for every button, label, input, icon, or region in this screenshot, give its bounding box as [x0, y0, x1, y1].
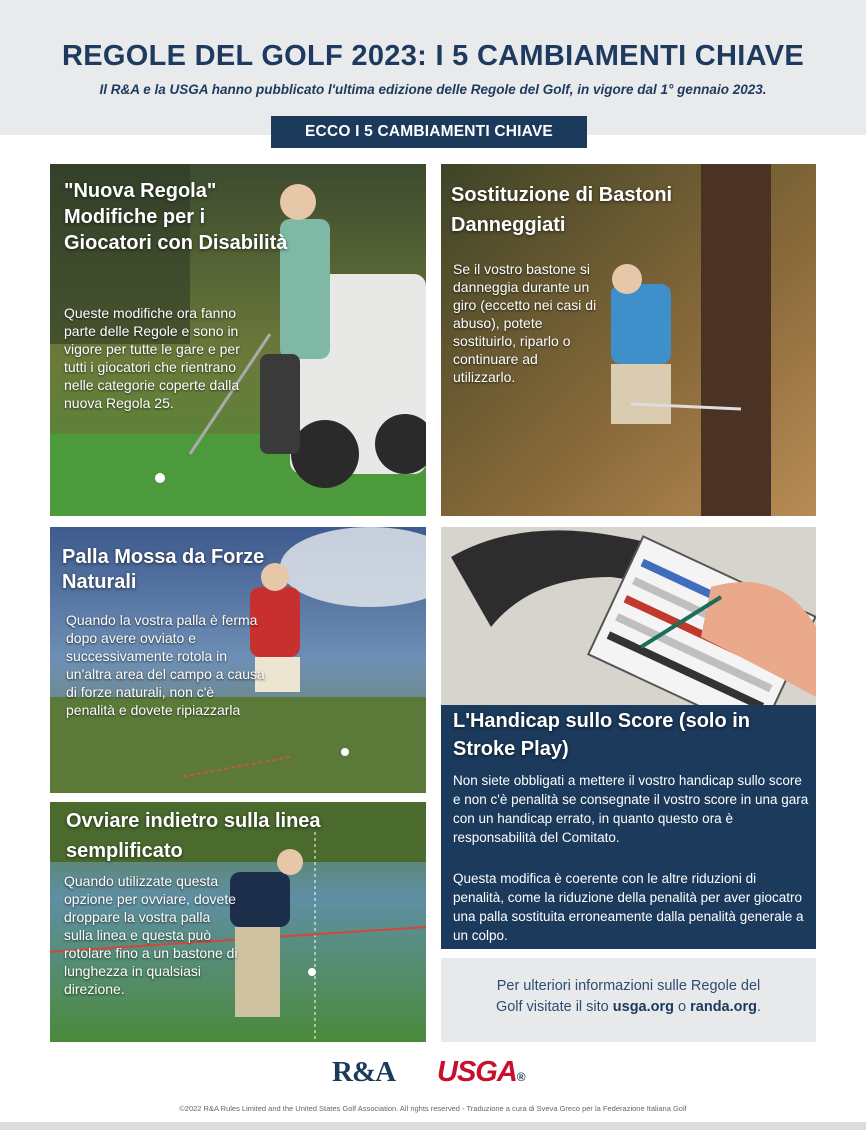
panel-handicap [441, 527, 816, 949]
panel-ball-moved-title: Palla Mossa da Forze Naturali [62, 546, 265, 593]
usga-logo-text: USGA [437, 1056, 517, 1088]
bottom-divider [0, 1122, 866, 1130]
panel-handicap-body-2: Questa modifica è coerente con le altre riduzioni di penalità, come la riduzione della penalità per aver giocatro una palla sostituita erroneamente dalla penalità generale a un colpo. [453, 871, 804, 943]
panel-ball-moved-body: Quando la vostra palla è ferma dopo avere ovviato e successivamente rotola in un'altra area del campo a causa di forze naturali, non c'è penalità e dovete ripiazzarla [66, 612, 265, 718]
page-title: REGOLE DEL GOLF 2023: I 5 CAMBIAMENTI CHIAVE [61, 40, 805, 72]
footer-copyright: ©2022 R&A Rules Limited and the United States Golf Association. All rights reserved - Traduzione a cura di Sveva Greco per la Federazione Italiana Golf [179, 1104, 687, 1113]
more-info-box [441, 958, 816, 1042]
section-label: ECCO I 5 CAMBIAMENTI CHIAVE [271, 116, 587, 148]
ra-logo: R&A [332, 1056, 396, 1088]
panel-damaged-clubs-title: Sostituzione di Bastoni Danneggiati [451, 184, 673, 236]
panel-ball-moved [50, 527, 426, 793]
more-info-text [441, 976, 816, 1018]
panel-damaged-clubs [441, 164, 816, 516]
usga-link[interactable]: usga.org [612, 999, 675, 1015]
more-info-line2-prefix: Golf visitate il sito [495, 999, 613, 1015]
panel-handicap-body-1: Non siete obbligati a mettere il vostro handicap sullo score e non c'è penalità se consegnate il vostro score in una gara con un handicap errato, in quanto questo ora è responsabilità del Comitato. [453, 773, 809, 845]
panel-disability [50, 164, 426, 516]
panel-back-on-line [50, 802, 426, 1042]
randa-link[interactable]: randa.org [690, 999, 758, 1015]
usga-logo [437, 1056, 525, 1089]
panel-handicap-title: L'Handicap sullo Score (solo in Stroke Play) [453, 710, 751, 760]
panel-back-on-line-body: Quando utilizzate questa opzione per ovviare, dovete droppare la vostra palla sulla linea e questa può rotolare fino a un bastone di lunghezza in qualsiasi direzione. [64, 873, 238, 997]
page-subtitle: Il R&A e la USGA hanno pubblicato l'ultima edizione delle Regole del Golf, in vigore dal 1° gennaio 2023. [99, 82, 767, 97]
panel-damaged-clubs-body: Se il vostro bastone si danneggia durante un giro (eccetto nei casi di abuso), potete sostituirlo, riparlo o continuare ad utilizzarlo. [453, 261, 597, 385]
panel-back-on-line-title: Ovviare indietro sulla linea semplificato [66, 810, 321, 862]
more-info-line1: Per ulteriori informazioni sulle Regole del [496, 978, 761, 994]
panel-disability-title: "Nuova Regola" Modifiche per i Giocatori con Disabilità [64, 180, 288, 254]
more-info-connector: o [674, 999, 691, 1015]
usga-logo-mark: ® [516, 1070, 525, 1084]
panel-disability-body: Queste modifiche ora fanno parte delle Regole e sono in vigore per tutte le gare e per tutti i giocatori che rientrano nelle categorie coperte dalla nuova Regola 25. [64, 305, 240, 411]
more-info-end: . [757, 999, 762, 1015]
